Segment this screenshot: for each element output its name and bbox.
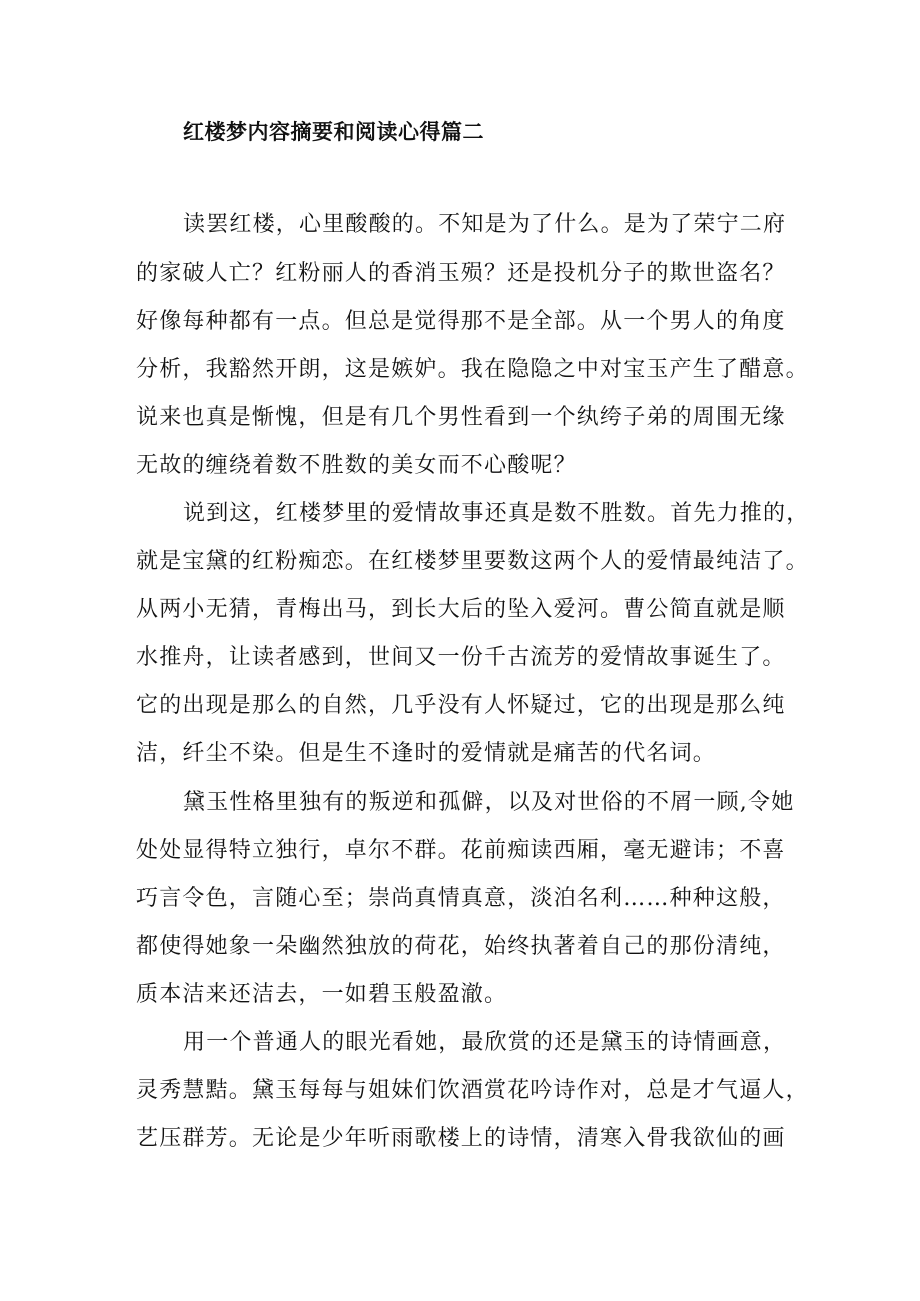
text-line: 它的出现是那么的自然，几乎没有人怀疑过，它的出现是那么纯 <box>136 693 786 718</box>
text-line: 从两小无猜，青梅出马，到长大后的坠入爱河。曹公简直就是顺 <box>136 597 786 622</box>
page-title: 红楼梦内容摘要和阅读心得篇二 <box>183 119 484 144</box>
text-line: 黛玉性格里独有的叛逆和孤僻，以及对世俗的不屑一顾,令她 <box>183 790 795 815</box>
text-line: 处处显得特立独行，卓尔不群。花前痴读西厢，毫无避讳；不喜 <box>136 838 786 863</box>
text-line: 分析，我豁然开朗，这是嫉妒。我在隐隐之中对宝玉产生了醋意。 <box>136 357 809 382</box>
text-line: 用一个普通人的眼光看她，最欣赏的还是黛玉的诗情画意， <box>183 1030 787 1055</box>
text-line: 的家破人亡？红粉丽人的香消玉殒？还是投机分子的欺世盗名？ <box>136 261 786 286</box>
text-line: 无故的缠绕着数不胜数的美女而不心酸呢？ <box>136 453 577 478</box>
text-line: 好像每种都有一点。但总是觉得那不是全部。从一个男人的角度 <box>136 309 786 334</box>
text-line: 说到这，红楼梦里的爱情故事还真是数不胜数。首先力推的， <box>183 501 810 526</box>
text-line: 灵秀慧黠。黛玉每每与姐妹们饮酒赏花吟诗作对，总是才气逼人， <box>136 1078 809 1103</box>
text-line: 巧言令色，言随心至；崇尚真情真意，淡泊名利……种种这般， <box>136 886 786 911</box>
text-line: 艺压群芳。无论是少年听雨歌楼上的诗情，清寒入骨我欲仙的画 <box>136 1126 786 1151</box>
text-line: 质本洁来还洁去，一如碧玉般盈澈。 <box>136 982 508 1007</box>
text-line: 就是宝黛的红粉痴恋。在红楼梦里要数这两个人的爱情最纯洁了。 <box>136 549 809 574</box>
text-line: 水推舟，让读者感到，世间又一份千古流芳的爱情故事诞生了。 <box>136 645 786 670</box>
text-line: 洁，纤尘不染。但是生不逢时的爱情就是痛苦的代名词。 <box>136 741 717 766</box>
text-line: 都使得她象一朵幽然独放的荷花，始终执著着自己的那份清纯， <box>136 934 786 959</box>
text-line: 读罢红楼，心里酸酸的。不知是为了什么。是为了荣宁二府 <box>183 212 787 237</box>
text-line: 说来也真是惭愧，但是有几个男性看到一个纨绔子弟的周围无缘 <box>136 405 786 430</box>
